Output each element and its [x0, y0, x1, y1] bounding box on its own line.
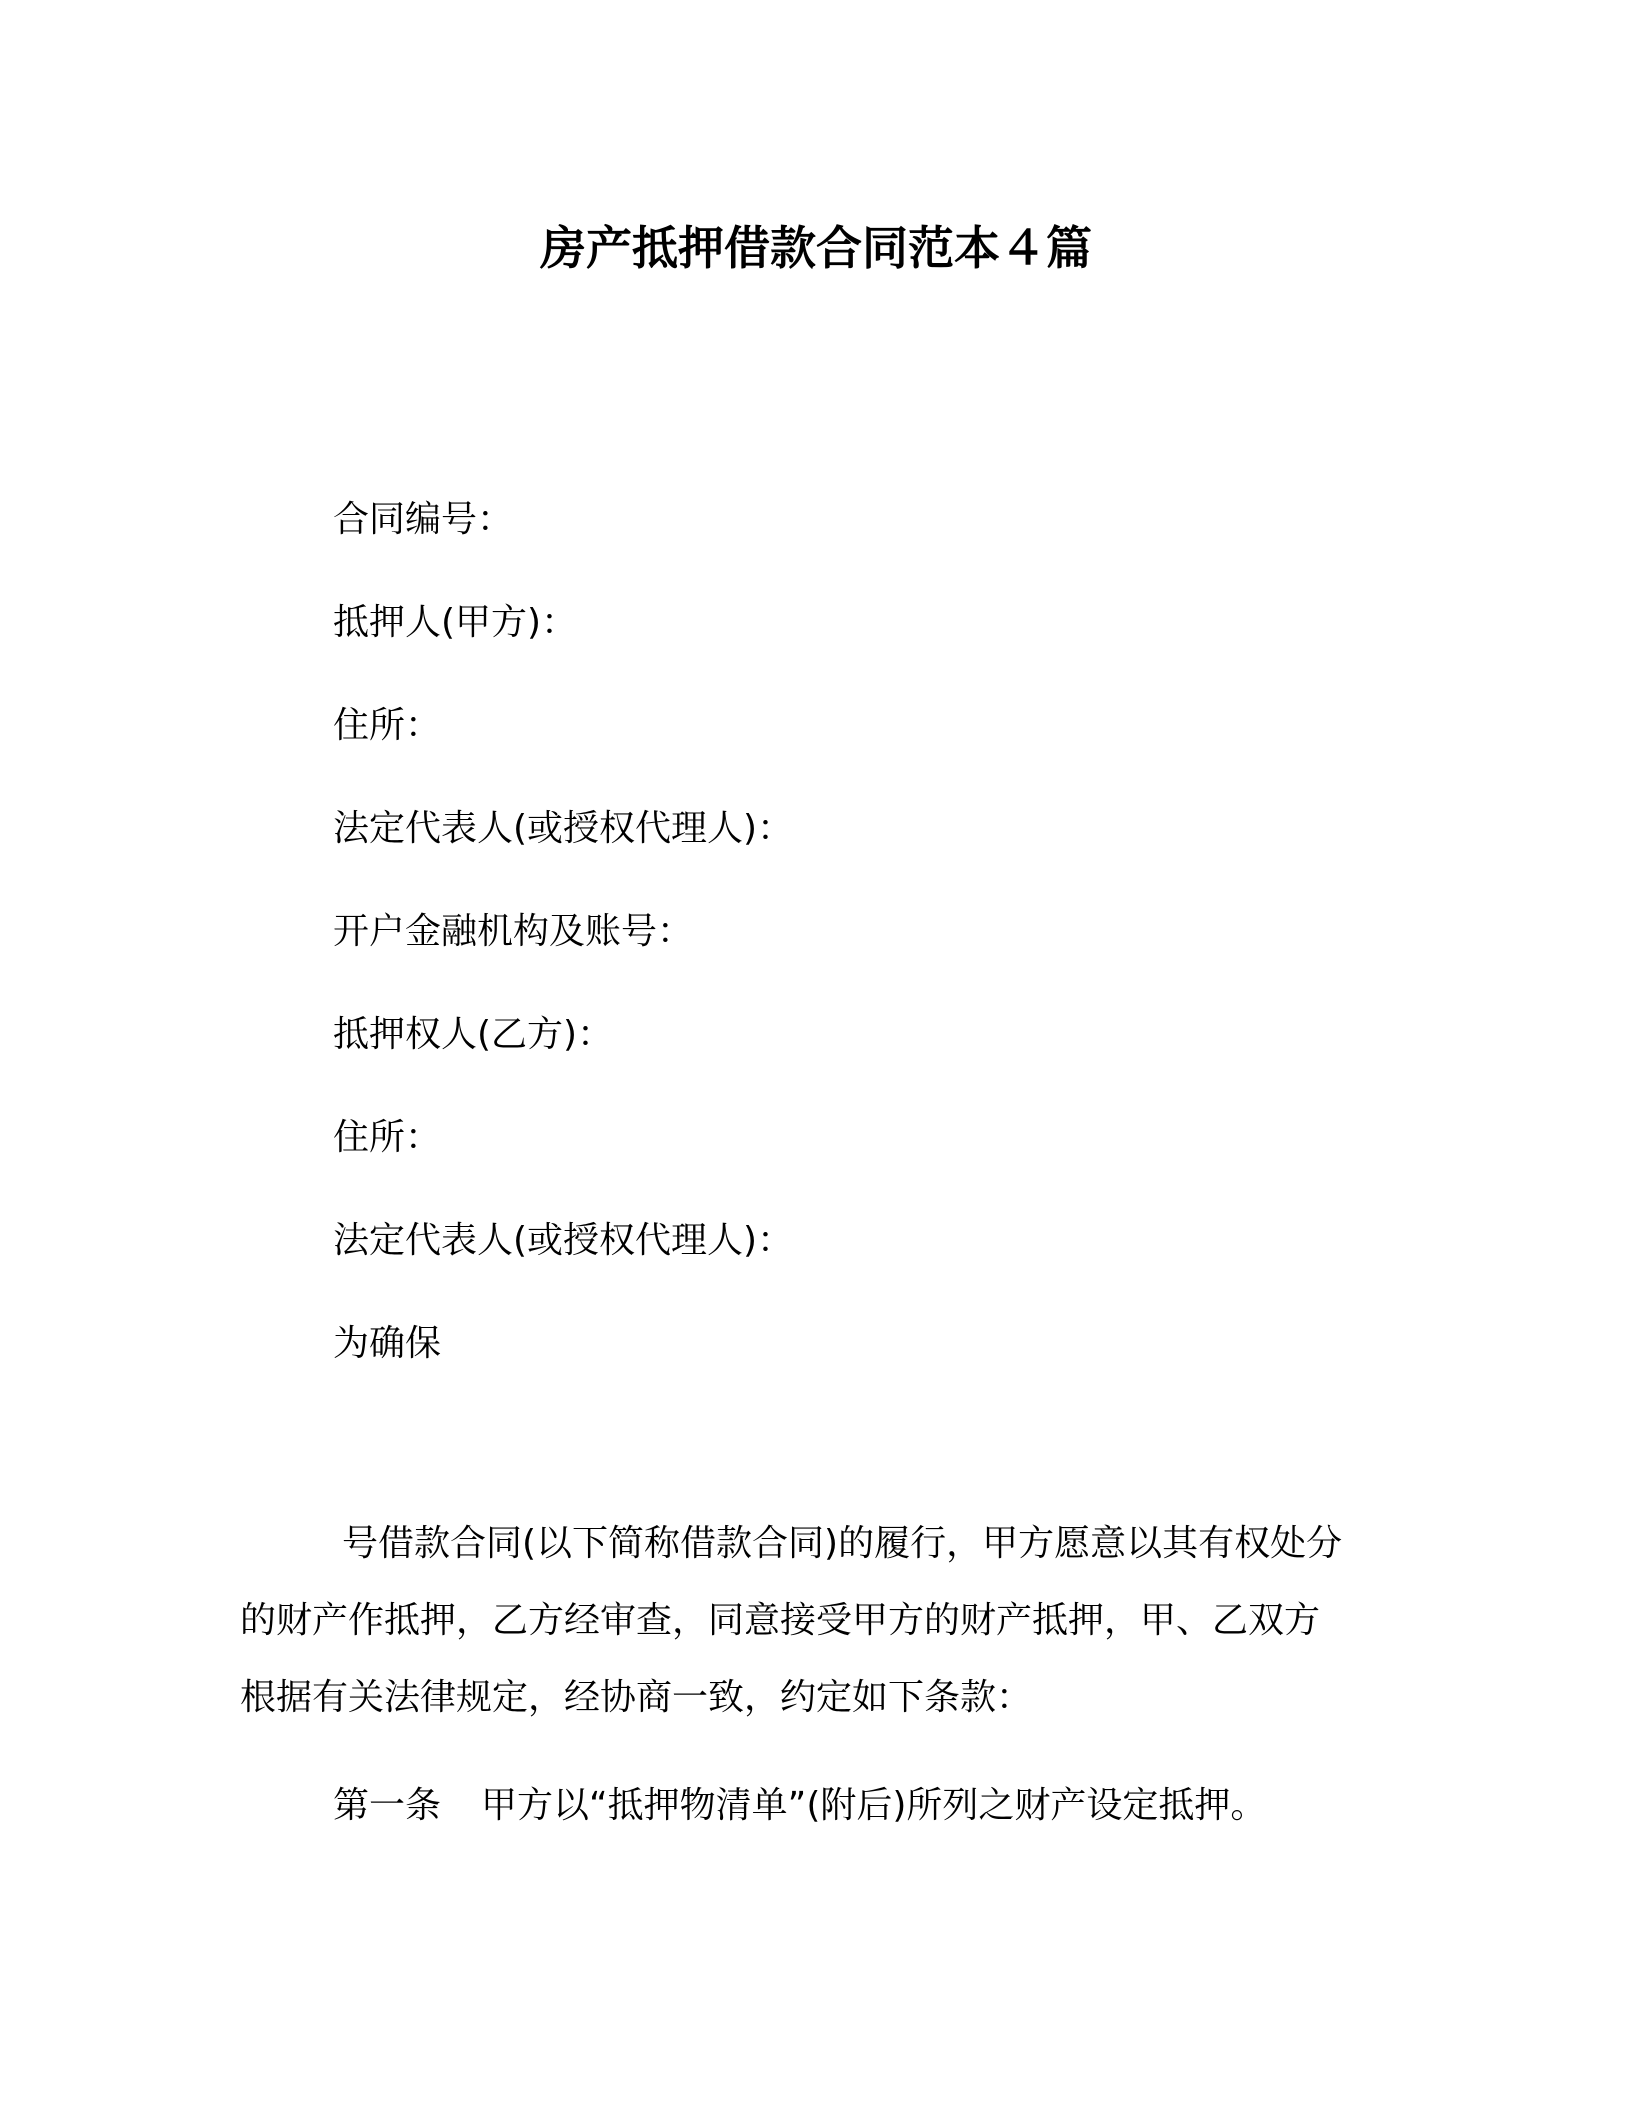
- intro-paragraph: [240, 1505, 1390, 1736]
- document-title: 房产抵押借款合同范本４篇: [540, 221, 1092, 275]
- field-mortgagee-representative: 法定代表人(或授权代理人)：: [333, 1220, 794, 1261]
- field-mortgagor-address: 住所：: [333, 705, 442, 746]
- field-mortgagee-address: 住所：: [333, 1117, 442, 1158]
- paragraph-line: 号借款合同(以下简称借款合同)的履行，甲方愿意以其有权处分: [342, 1523, 1343, 1564]
- paragraph-line: 的财产作抵押，乙方经审查，同意接受甲方的财产抵押，甲、乙双方: [240, 1600, 1321, 1641]
- field-mortgagee: 抵押权人(乙方)：: [333, 1014, 614, 1055]
- clause-1-text: 甲方以“抵押物清单”(附后)所列之财产设定抵押。: [481, 1785, 1267, 1826]
- clause-1-label: 第一条: [333, 1785, 442, 1826]
- field-to-ensure: 为确保: [333, 1323, 442, 1364]
- field-mortgagor-representative: 法定代表人(或授权代理人)：: [333, 808, 794, 849]
- paragraph-line: 根据有关法律规定，经协商一致，约定如下条款：: [240, 1677, 1033, 1718]
- field-contract-number: 合同编号：: [333, 499, 514, 540]
- clause-1: [333, 1782, 1266, 1830]
- field-bank-account: 开户金融机构及账号：: [333, 911, 694, 952]
- field-mortgagor: 抵押人(甲方)：: [333, 602, 578, 643]
